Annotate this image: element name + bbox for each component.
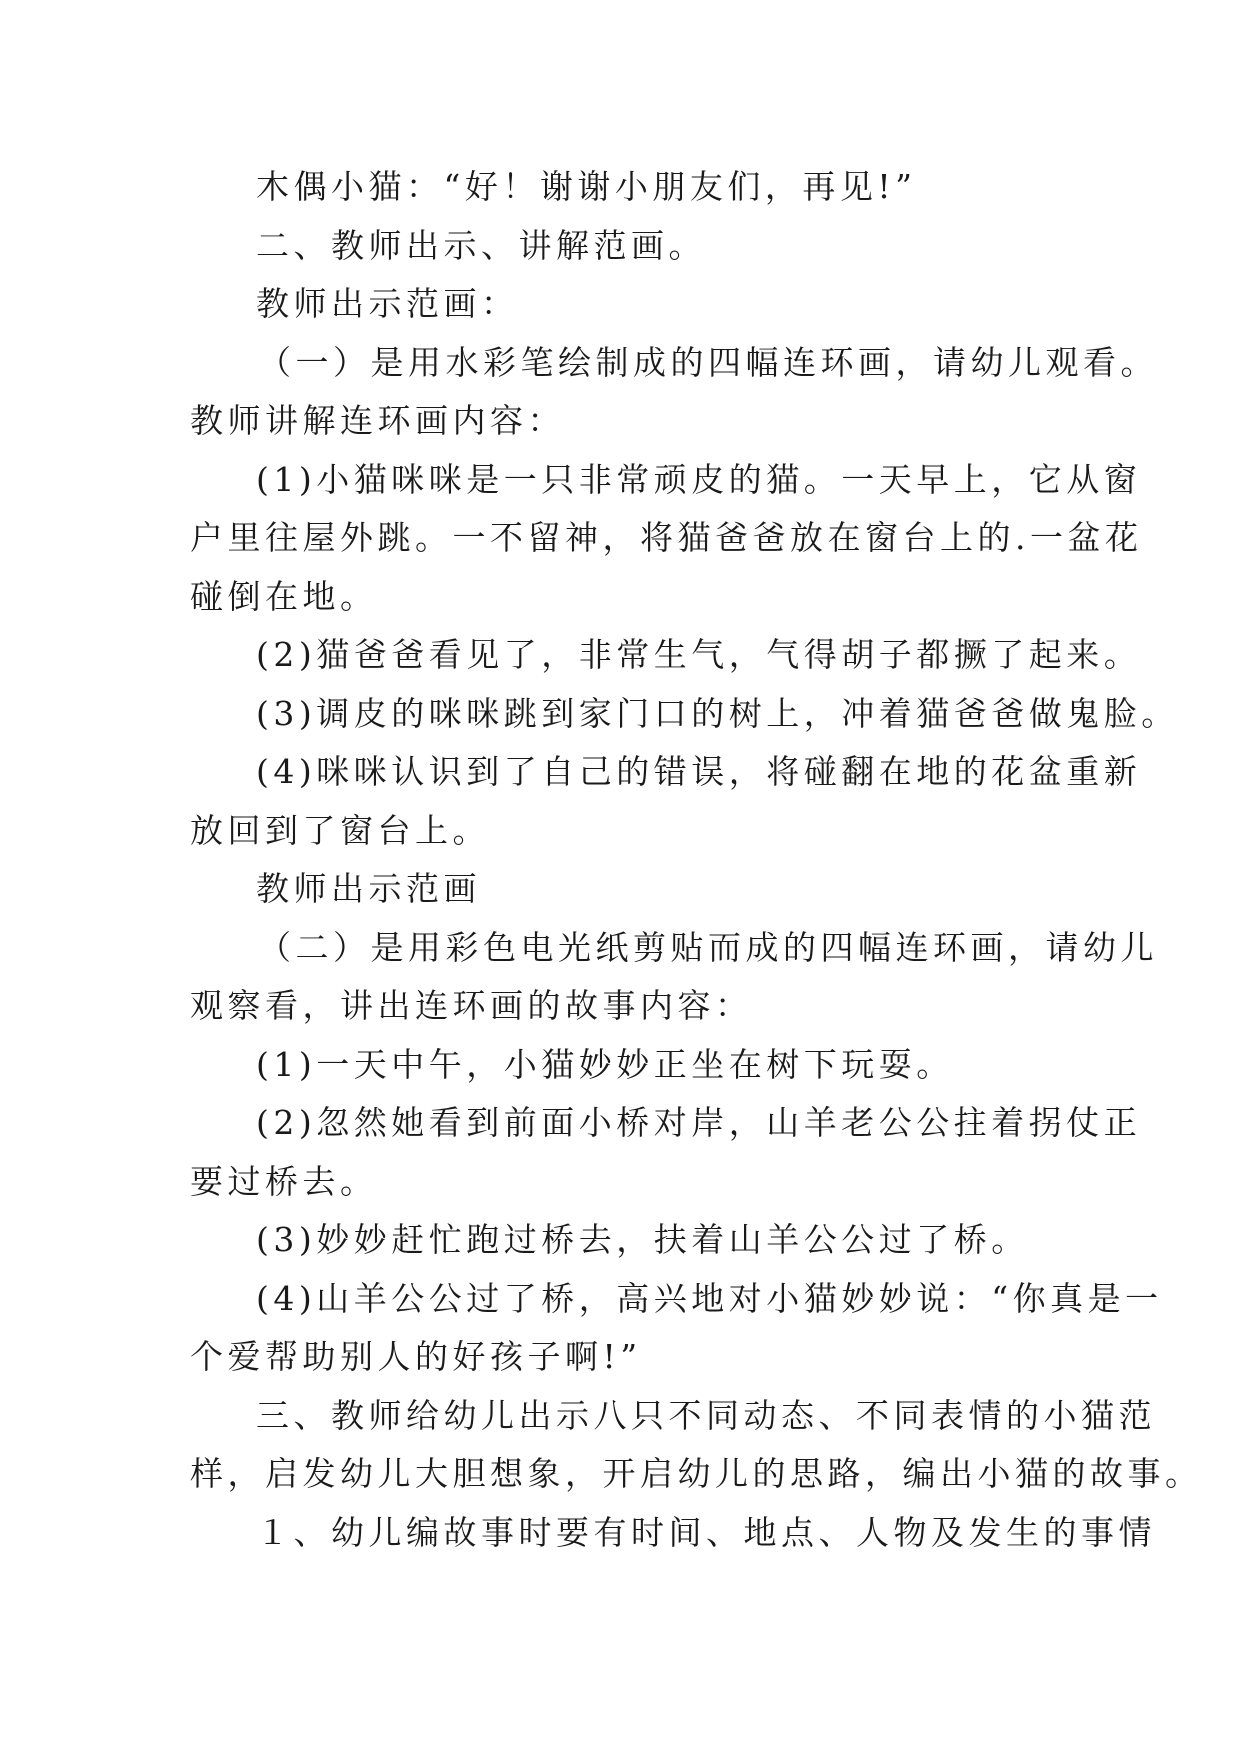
text-line: (1)一天中午，小猫妙妙正坐在树下玩耍。	[256, 1044, 954, 1084]
text-line: 教师讲解连环画内容：	[190, 401, 565, 440]
section-heading: 三、教师给幼儿出示八只不同动态、不同表情的小猫范	[256, 1395, 1156, 1435]
text-line: (4)咪咪认识到了自己的错误，将碰翻在地的花盆重新	[256, 752, 1142, 791]
text-line: 观察看，讲出连环画的故事内容：	[190, 986, 753, 1025]
text-line: 碰倒在地。	[190, 576, 378, 616]
text-line: (4)山羊公公过了桥，高兴地对小猫妙妙说：“你真是一	[256, 1278, 1163, 1318]
text-line: 教师出示范画	[256, 869, 481, 908]
text-line: 样，启发幼儿大胆想象，开启幼儿的思路，编出小猫的故事。	[190, 1454, 1203, 1493]
text-line: (2)猫爸爸看见了，非常生气，气得胡子都撅了起来。	[256, 635, 1142, 674]
text-line: （二）是用彩色电光纸剪贴而成的四幅连环画，请幼儿	[258, 927, 1158, 967]
text-line: (3)调皮的咪咪跳到家门口的树上，冲着猫爸爸做鬼脸。	[256, 693, 1179, 733]
section-heading: 二、教师出示、讲解范画。	[256, 225, 706, 265]
text-line: （一）是用水彩笔绘制成的四幅连环画，请幼儿观看。	[258, 342, 1158, 382]
text-line: １、幼儿编故事时要有时间、地点、人物及发生的事情	[256, 1512, 1156, 1552]
text-line: 放回到了窗台上。	[190, 810, 490, 850]
text-line: (1)小猫咪咪是一只非常顽皮的猫。一天早上，它从窗	[256, 459, 1142, 499]
text-line: 教师出示范画：	[256, 284, 519, 323]
text-line: 要过桥去。	[190, 1161, 378, 1201]
text-line: 户里往屋外跳。一不留神，将猫爸爸放在窗台上的.一盆花	[190, 518, 1143, 557]
text-line: 木偶小猫：“好！谢谢小朋友们，再见!”	[256, 167, 917, 206]
text-line: (2)忽然她看到前面小桥对岸，山羊老公公拄着拐仗正	[256, 1103, 1142, 1142]
text-line: 个爱帮助别人的好孩子啊!”	[190, 1337, 642, 1376]
text-line: (3)妙妙赶忙跑过桥去，扶着山羊公公过了桥。	[256, 1220, 1029, 1259]
document-body	[190, 158, 1203, 1562]
